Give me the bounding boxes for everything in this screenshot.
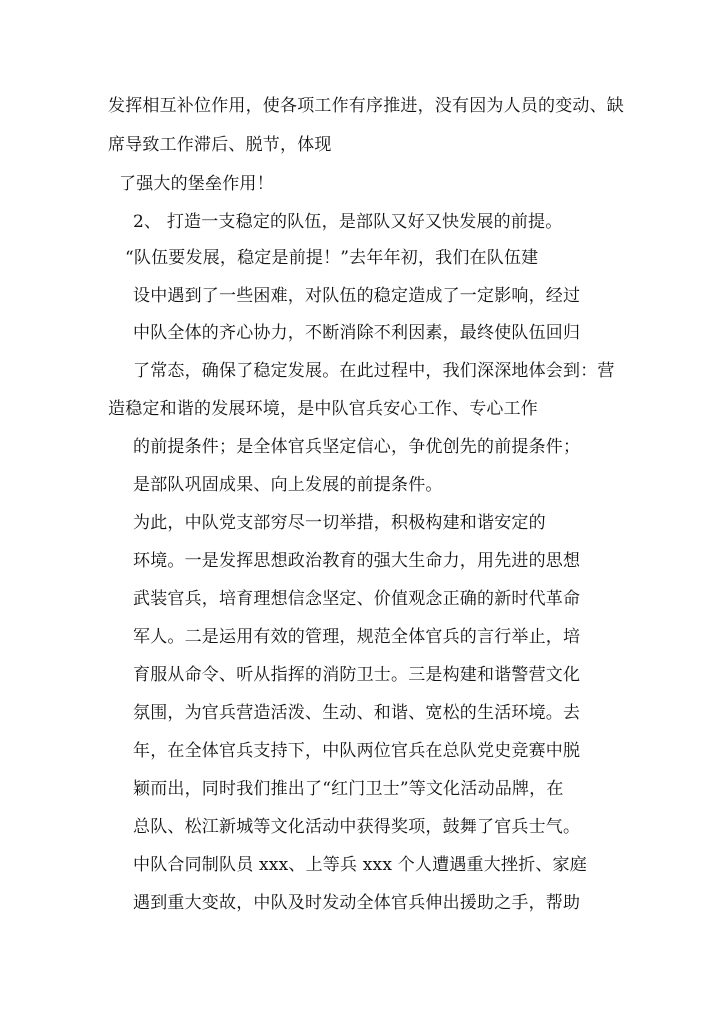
text-line: 颖而出，同时我们推出了“红门卫士”等文化活动品牌，在 <box>133 779 564 799</box>
text-line: 了强大的堡垒作用！ <box>119 174 274 194</box>
text-line: 是部队巩固成果、向上发展的前提条件。 <box>133 475 443 495</box>
text-line: 了常态，确保了稳定发展。在此过程中，我们深深地体会到：营 <box>133 361 615 381</box>
text-line: 育服从命令、听从指挥的消防卫士。三是构建和谐警营文化 <box>133 665 581 685</box>
text-line: 军人。二是运用有效的管理，规范全体官兵的言行举止，培 <box>133 627 581 647</box>
text-line: 造稳定和谐的发展环境，是中队官兵安心工作、专心工作 <box>108 399 538 419</box>
text-line: 2、 打造一支稳定的队伍，是部队又好又快发展的前提。 <box>133 212 563 232</box>
text-line: 中队全体的齐心协力，不断消除不利因素，最终使队伍回归 <box>133 323 581 343</box>
text-line: 为此，中队党支部穷尽一切举措，积极构建和谐安定的 <box>133 513 546 533</box>
text-line: 武装官兵，培育理想信念坚定、价值观念正确的新时代革命 <box>133 589 581 609</box>
text-line: 席导致工作滞后、脱节，体现 <box>108 135 332 155</box>
text-line: 遇到重大变故，中队及时发动全体官兵伸出援助之手，帮助 <box>133 893 581 913</box>
text-line: 氛围，为官兵营造活泼、生动、和谐、宽松的生活环境。去 <box>133 703 581 723</box>
text-line: “队伍要发展，稳定是前提！”去年年初，我们在队伍建 <box>125 248 539 268</box>
text-line: 中队合同制队员 xxx、上等兵 xxx 个人遭遇重大挫折、家庭 <box>133 855 587 875</box>
text-line: 总队、松江新城等文化活动中获得奖项，鼓舞了官兵士气。 <box>133 817 581 837</box>
text-line: 发挥相互补位作用，使各项工作有序推进，没有因为人员的变动、缺 <box>108 96 624 116</box>
text-line: 的前提条件；是全体官兵坚定信心，争优创先的前提条件； <box>133 437 581 457</box>
text-line: 环境。一是发挥思想政治教育的强大生命力，用先进的思想 <box>133 551 581 571</box>
text-line: 设中遇到了一些困难，对队伍的稳定造成了一定影响，经过 <box>133 286 581 306</box>
text-line: 年，在全体官兵支持下，中队两位官兵在总队党史竞赛中脱 <box>133 741 581 761</box>
